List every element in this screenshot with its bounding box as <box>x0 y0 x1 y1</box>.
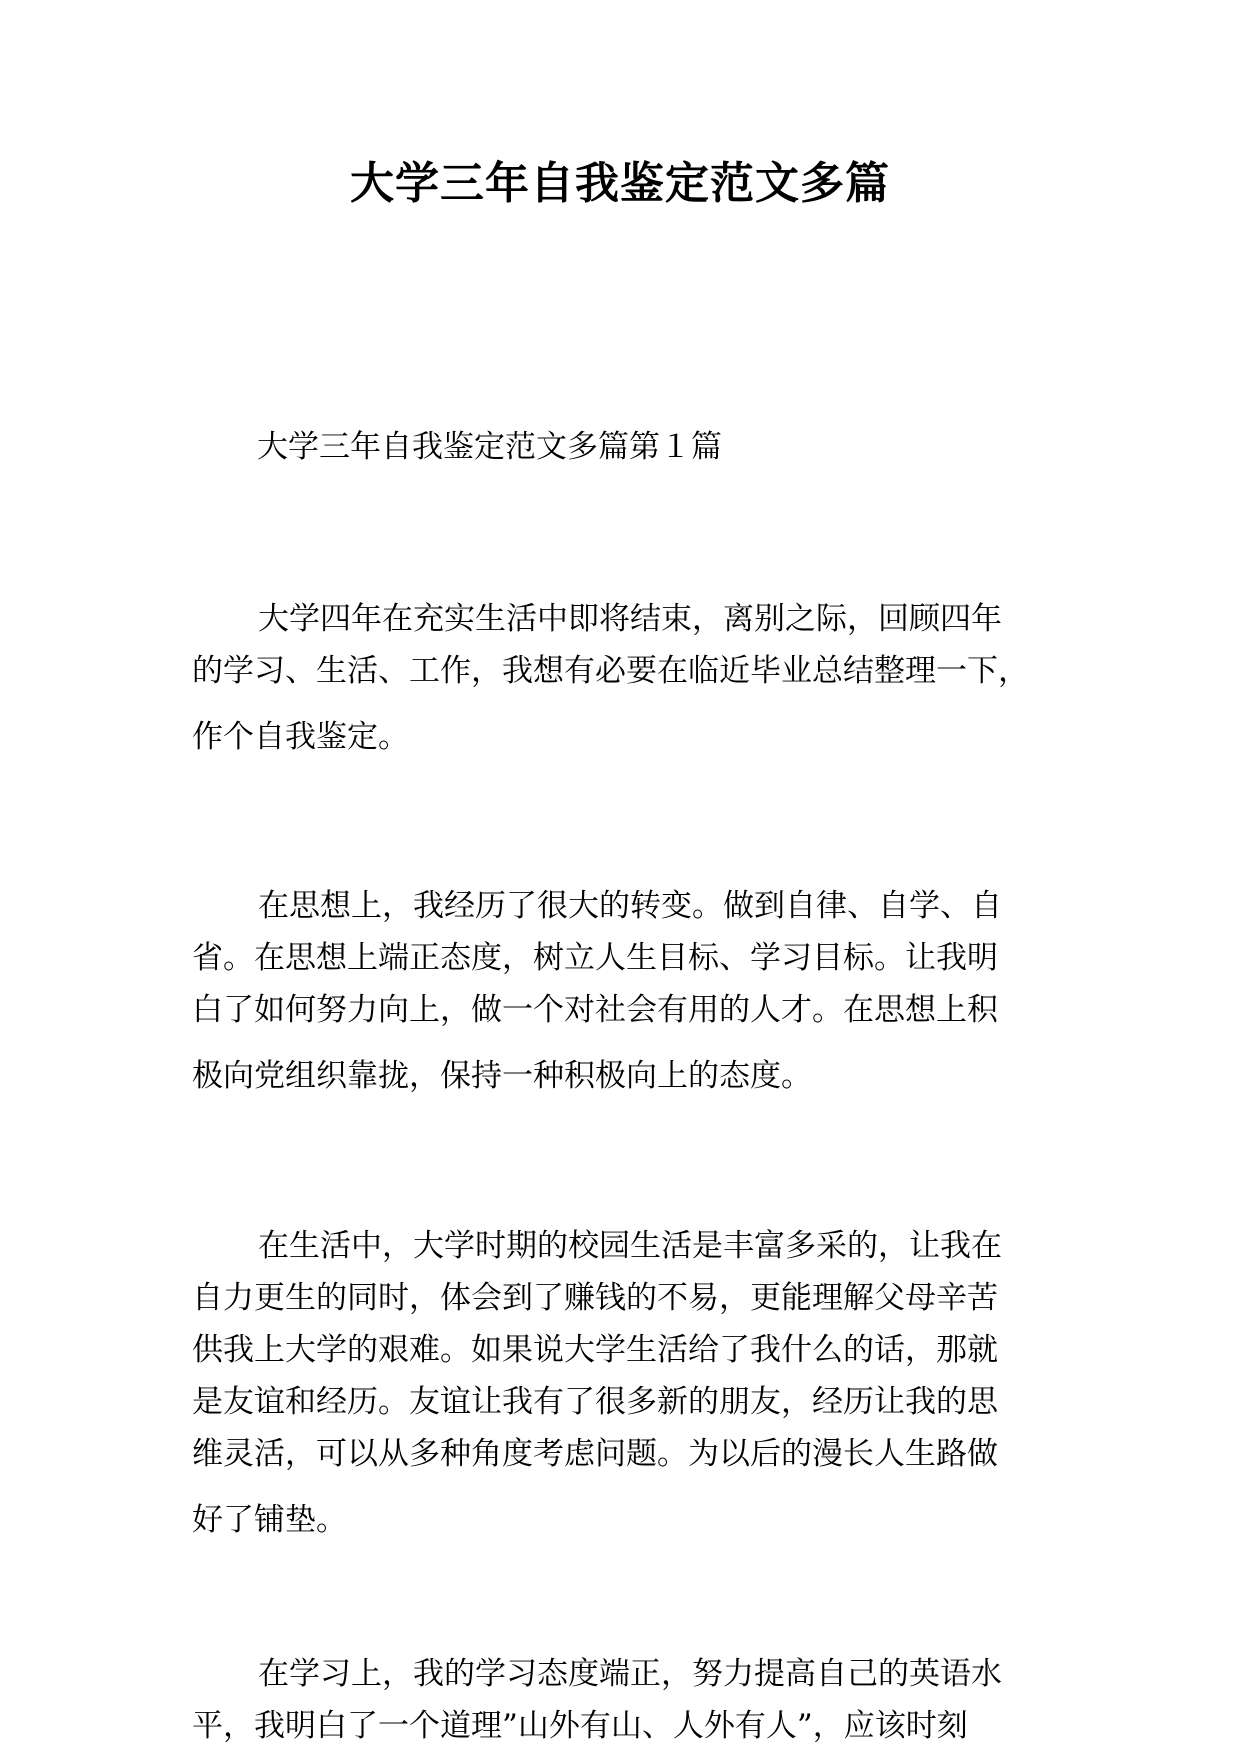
paragraph-line: 在学习上，我的学习态度端正，努力提高自己的英语水 <box>258 1656 1002 1692</box>
paragraph-line: 白了如何努力向上，做一个对社会有用的人才。在思想上积 <box>192 992 998 1028</box>
paragraph <box>192 1220 1062 1546</box>
paragraph-line: 极向党组织靠拢，保持一种积极向上的态度。 <box>192 1058 812 1094</box>
paragraph-line: 在生活中，大学时期的校园生活是丰富多采的，让我在 <box>258 1228 1002 1264</box>
paragraph-line: 是友谊和经历。友谊让我有了很多新的朋友，经历让我的思 <box>192 1384 998 1420</box>
paragraph <box>192 1648 1062 1752</box>
paragraph-line: 好了铺垫。 <box>192 1502 347 1538</box>
paragraph-line: 维灵活，可以从多种角度考虑问题。为以后的漫长人生路做 <box>192 1436 998 1472</box>
paragraph-line: 供我上大学的艰难。如果说大学生活给了我什么的话，那就 <box>192 1332 998 1368</box>
paragraph <box>192 593 1062 763</box>
document-title: 大学三年自我鉴定范文多篇 <box>350 158 890 209</box>
paragraph-line: 作个自我鉴定。 <box>192 719 409 755</box>
paragraph <box>192 880 1062 1102</box>
paragraph-line: 在思想上，我经历了很大的转变。做到自律、自学、自 <box>258 888 1002 924</box>
paragraph-line: 大学四年在充实生活中即将结束，离别之际，回顾四年 <box>258 601 1002 637</box>
paragraph-line: 平，我明白了一个道理”山外有山、人外有人”，应该时刻 <box>192 1708 968 1744</box>
paragraph-line: 省。在思想上端正态度，树立人生目标、学习目标。让我明 <box>192 940 998 976</box>
section-heading: 大学三年自我鉴定范文多篇第１篇 <box>257 429 722 465</box>
paragraph-line: 自力更生的同时，体会到了赚钱的不易，更能理解父母辛苦 <box>192 1280 998 1316</box>
paragraph-line: 的学习、生活、工作，我想有必要在临近毕业总结整理一下， <box>192 653 1029 689</box>
